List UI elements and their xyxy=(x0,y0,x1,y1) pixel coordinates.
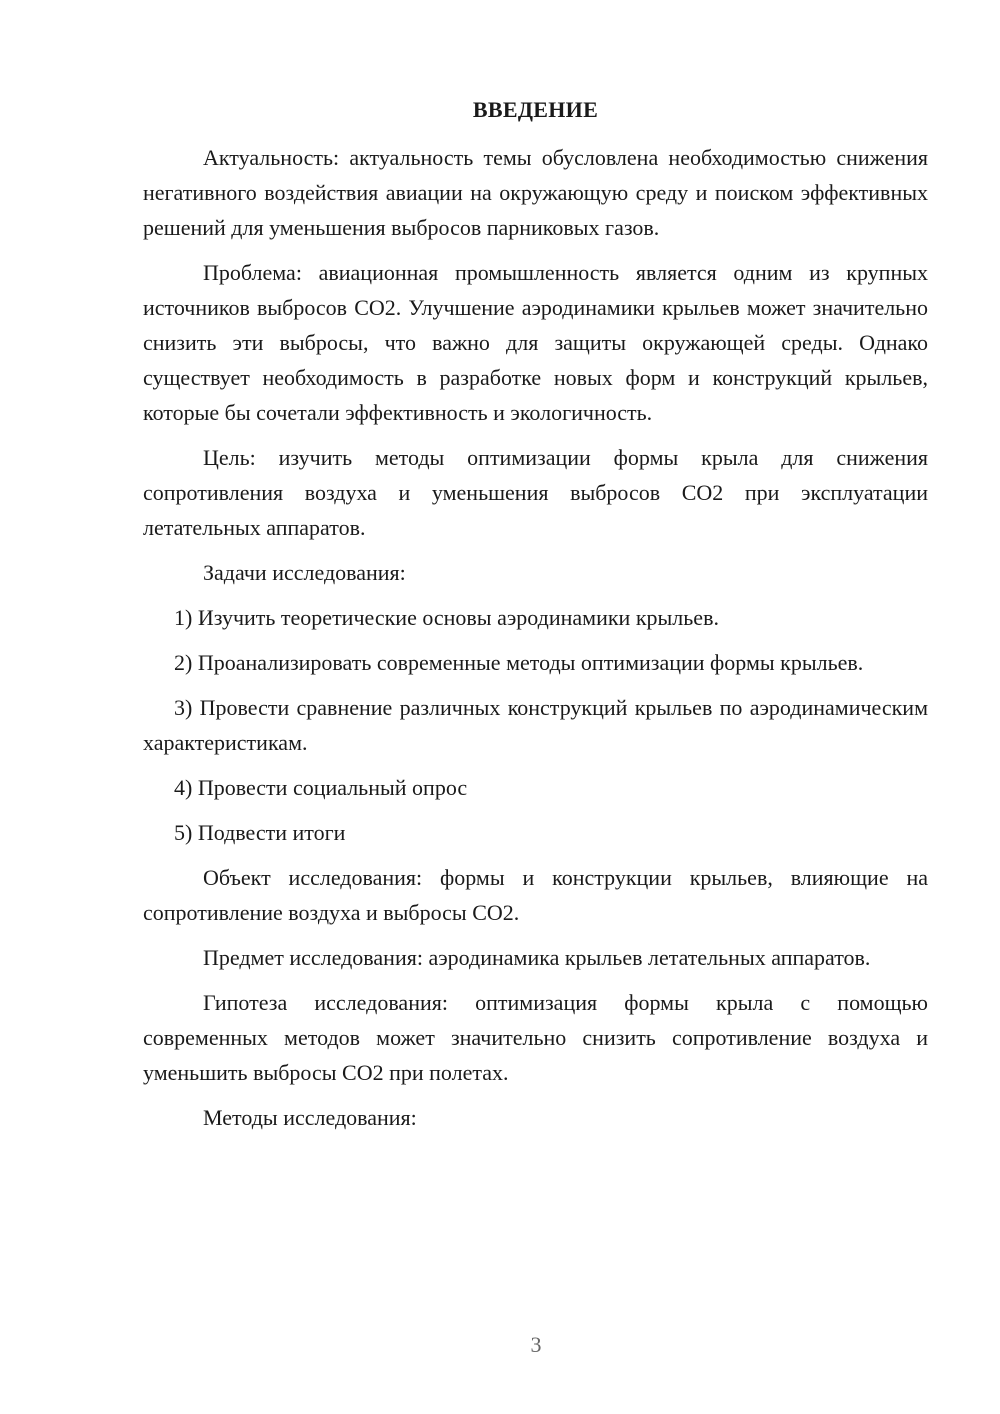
document-page xyxy=(143,95,928,1145)
paragraph-subject: Предмет исследования: аэродинамика крыльев летательных аппаратов. xyxy=(203,945,871,970)
paragraph-relevance: Актуальность: актуальность темы обусловлена необходимостью снижения негативного воздействия авиации на окружающую среду и поиском эффективных решений для уменьшения выбросов парниковых газов. xyxy=(143,145,928,240)
paragraph-object: Объект исследования: формы и конструкции крыльев, влияющие на сопротивление воздуха и выбросы СО2. xyxy=(143,865,928,925)
task-item-2: 2) Проанализировать современные методы оптимизации формы крыльев. xyxy=(174,650,864,675)
document-title: ВВЕДЕНИЕ xyxy=(472,97,599,122)
paragraph-hypothesis: Гипотеза исследования: оптимизация формы крыла с помощью современных методов может значительно снизить сопротивление воздуха и уменьшить выбросы СО2 при полетах. xyxy=(143,990,928,1085)
task-item-3: 3) Провести сравнение различных конструкций крыльев по аэродинамическим характеристикам. xyxy=(143,695,928,755)
task-item-5: 5) Подвести итоги xyxy=(174,820,346,845)
task-item-4: 4) Провести социальный опрос xyxy=(174,775,468,800)
task-item-1: 1) Изучить теоретические основы аэродинамики крыльев. xyxy=(174,605,719,630)
tasks-list xyxy=(143,600,928,850)
paragraph-goal: Цель: изучить методы оптимизации формы крыла для снижения сопротивления воздуха и уменьшения выбросов СО2 при эксплуатации летательных аппаратов. xyxy=(143,445,928,540)
tasks-heading: Задачи исследования: xyxy=(203,560,406,585)
methods-heading: Методы исследования: xyxy=(203,1105,417,1130)
page-number: 3 xyxy=(530,1332,542,1357)
paragraph-problem: Проблема: авиационная промышленность является одним из крупных источников выбросов СО2. Улучшение аэродинамики крыльев может значительно снизить эти выбросы, что важно для защиты окружающей среды. Однако существует необходимость в разработке новых форм и конструкций крыльев, которые бы сочетали эффективность и экологичность. xyxy=(143,260,928,425)
